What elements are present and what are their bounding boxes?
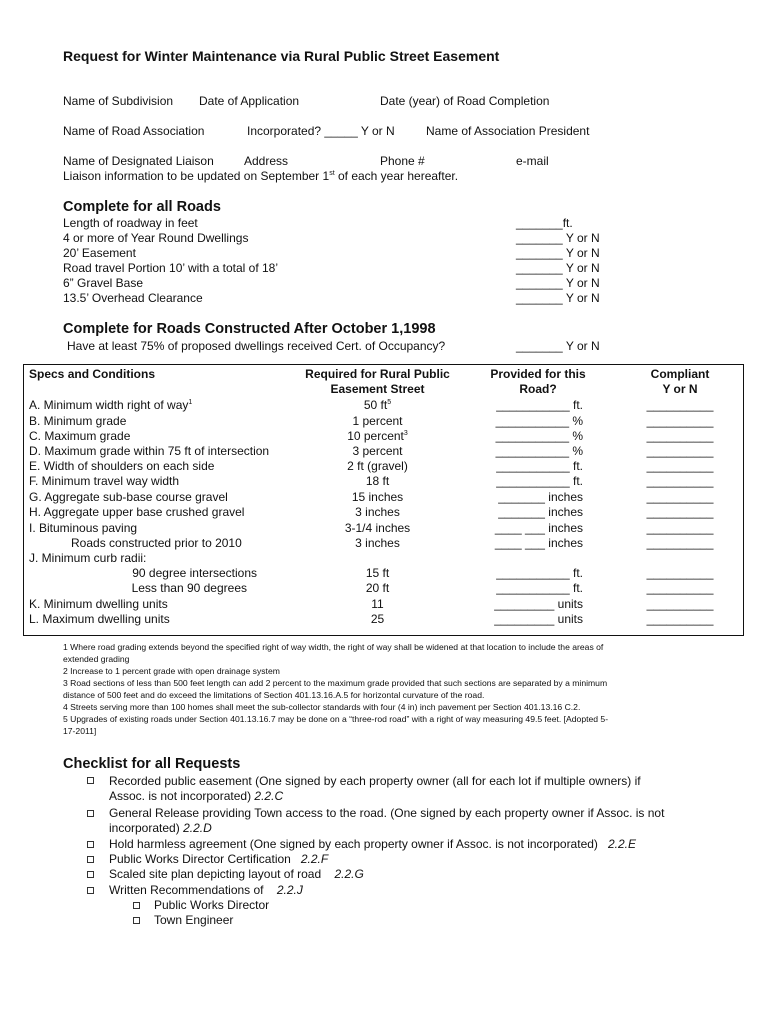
footnote-4: 4 Streets serving more than 100 homes shall meet the sub-collector standards with four (4 in) inch pavement per Section 401.13.16 C.2. — [63, 702, 581, 712]
checklist-heading: Checklist for all Requests — [63, 756, 241, 772]
spec-label-i2: Roads constructed prior to 2010 — [71, 536, 242, 550]
spec-prov-i2[interactable]: ____ ___ inches — [494, 536, 583, 550]
spec-compliant-h[interactable]: __________ — [646, 505, 714, 519]
checklist-item-3: Hold harmless agreement (One signed by each property owner if Assoc. is not incorporated) 2.2.E — [109, 837, 636, 851]
spec-label-l: L. Maximum dwelling units — [29, 612, 170, 626]
email-label: e-mail — [516, 154, 549, 168]
col-specs-header: Specs and Conditions — [29, 367, 156, 381]
spec-label-f: F. Minimum travel way width — [29, 474, 180, 488]
spec-label-j: J. Minimum curb radii: — [29, 551, 147, 565]
spec-label-k: K. Minimum dwelling units — [29, 597, 168, 611]
spec-req-f: 18 ft — [365, 474, 390, 488]
spec-compliant-i2[interactable]: __________ — [646, 536, 714, 550]
footnote-2: 2 Increase to 1 percent grade with open drainage system — [63, 666, 280, 676]
spec-compliant-i[interactable]: __________ — [646, 521, 714, 535]
checkbox-site-plan[interactable] — [87, 871, 94, 878]
spec-prov-l[interactable]: _________ units — [494, 612, 583, 626]
footnote-3b: distance of 500 feet and do exceed the limitations of Section 401.13.16.A.5 for horizontal curvature of the road. — [63, 690, 485, 700]
all-roads-label-1: Length of roadway in feet — [63, 216, 198, 230]
spec-req-h: 3 inches — [355, 505, 400, 519]
col-required-header-2: Easement Street — [330, 382, 425, 396]
checkbox-recorded-easement[interactable] — [87, 777, 94, 784]
spec-label-i: I. Bituminous paving — [29, 521, 138, 535]
association-president-label: Name of Association President — [426, 124, 590, 138]
spec-label-d: D. Maximum grade within 75 ft of intersection — [29, 444, 270, 458]
spec-compliant-a[interactable]: __________ — [646, 398, 714, 412]
checklist-sub-2: Town Engineer — [154, 913, 234, 927]
col-provided-header-1: Provided for this — [490, 367, 586, 381]
spec-req-c: 10 percent$^3$ — [347, 429, 408, 443]
spec-prov-a[interactable]: ___________ ft. — [496, 398, 583, 412]
checkbox-public-works-director[interactable] — [133, 902, 140, 909]
spec-prov-h[interactable]: _______ inches — [498, 505, 583, 519]
checklist-item-1-line2: Assoc. is not incorporated) 2.2.C — [109, 789, 284, 803]
spec-prov-b[interactable]: ___________ % — [495, 414, 583, 428]
spec-prov-i[interactable]: ____ ___ inches — [494, 521, 583, 535]
all-roads-label-5: 6” Gravel Base — [63, 276, 144, 290]
spec-req-i2: 3 inches — [355, 536, 400, 550]
spec-prov-j1[interactable]: ___________ ft. — [496, 566, 583, 580]
footnote-1a: 1 Where road grading extends beyond the specified right of way width, the right of way shall be widened at that location to include the areas of — [63, 642, 604, 652]
spec-label-g: G. Aggregate sub-base course gravel — [29, 490, 228, 504]
all-roads-label-6: 13.5’ Overhead Clearance — [63, 291, 203, 305]
checklist-item-6: Written Recommendations of 2.2.J — [109, 883, 303, 897]
spec-prov-f[interactable]: ___________ ft. — [496, 474, 583, 488]
incorporated-field[interactable]: Incorporated? _____ Y or N — [247, 124, 395, 138]
spec-compliant-k[interactable]: __________ — [646, 597, 714, 611]
spec-compliant-b[interactable]: __________ — [646, 414, 714, 428]
spec-req-j1: 15 ft — [365, 566, 390, 580]
occupancy-answer[interactable]: _______ Y or N — [516, 339, 600, 353]
checklist-sub-1: Public Works Director — [154, 898, 270, 912]
all-roads-answer-5[interactable]: _______ Y or N — [516, 276, 600, 290]
road-association-label: Name of Road Association — [63, 124, 205, 138]
subdivision-label: Name of Subdivision — [63, 94, 174, 108]
spec-prov-g[interactable]: _______ inches — [498, 490, 583, 504]
spec-prov-k[interactable]: _________ units — [494, 597, 583, 611]
all-roads-label-3: 20’ Easement — [63, 246, 136, 260]
spec-req-g: 15 inches — [351, 490, 404, 504]
all-roads-answer-1[interactable]: _______ft. — [516, 216, 573, 230]
spec-label-b: B. Minimum grade — [29, 414, 127, 428]
after-1998-heading: Complete for Roads Constructed After October 1,1998 — [63, 321, 436, 337]
spec-compliant-f[interactable]: __________ — [646, 474, 714, 488]
spec-req-a: 50 $ft^5$ — [363, 398, 392, 412]
road-completion-label: Date (year) of Road Completion — [380, 94, 550, 108]
spec-compliant-e[interactable]: __________ — [646, 459, 714, 473]
spec-label-h: H. Aggregate upper base crushed gravel — [29, 505, 245, 519]
liaison-note: Liaison information to be updated on September 1st of each year hereafter. — [63, 169, 459, 183]
checklist-item-4: Public Works Director Certification 2.2.F — [109, 852, 329, 866]
footnote-1b: extended grading — [63, 654, 130, 664]
spec-prov-d[interactable]: ___________ % — [495, 444, 583, 458]
spec-req-d: 3 percent — [352, 444, 403, 458]
col-provided-header-2: Road? — [519, 382, 557, 396]
spec-req-l: 25 — [370, 612, 385, 626]
occupancy-question: Have at least 75% of proposed dwellings received Cert. of Occupancy? — [67, 339, 446, 353]
col-required-header-1: Required for Rural Public — [305, 367, 450, 381]
all-roads-answer-4[interactable]: _______ Y or N — [516, 261, 600, 275]
spec-label-e: E. Width of shoulders on each side — [29, 459, 215, 473]
footnote-5b: 17-2011] — [63, 726, 97, 736]
checkbox-pw-certification[interactable] — [87, 856, 94, 863]
spec-label-a: A. Minimum width right of way$^1$ — [29, 398, 193, 412]
spec-label-j2: Less than 90 degrees — [131, 581, 247, 595]
checklist-item-2-line1: General Release providing Town access to the road. (One signed by each property owner if Assoc. is not — [109, 806, 665, 820]
checkbox-general-release[interactable] — [87, 810, 94, 817]
all-roads-answer-2[interactable]: _______ Y or N — [516, 231, 600, 245]
page-title: Request for Winter Maintenance via Rural Public Street Easement — [63, 48, 500, 64]
all-roads-label-4: Road travel Portion 10’ with a total of 18’ — [63, 261, 279, 275]
spec-compliant-l[interactable]: __________ — [646, 612, 714, 626]
phone-label: Phone # — [380, 154, 425, 168]
checkbox-town-engineer[interactable] — [133, 917, 140, 924]
checklist-item-5: Scaled site plan depicting layout of road 2.2.G — [109, 867, 364, 881]
address-label: Address — [244, 154, 289, 168]
col-compliant-header-1: Compliant — [650, 367, 710, 381]
spec-req-k: 11 — [371, 597, 384, 611]
spec-prov-j2[interactable]: ___________ ft. — [496, 581, 583, 595]
spec-prov-c[interactable]: ___________ % — [495, 429, 583, 443]
all-roads-answer-3[interactable]: _______ Y or N — [516, 246, 600, 260]
spec-compliant-j2[interactable]: __________ — [646, 581, 714, 595]
spec-req-i: 3-1/4 inches — [344, 521, 411, 535]
footnote-5a: 5 Upgrades of existing roads under Section 401.13.16.7 may be done on a “three-rod road” with a right of way measuring 49.5 feet. [Adopted 5- — [63, 714, 609, 724]
spec-req-b: 1 percent — [352, 414, 403, 428]
spec-compliant-j1[interactable]: __________ — [646, 566, 714, 580]
all-roads-answer-6[interactable]: _______ Y or N — [516, 291, 600, 305]
spec-label-c: C. Maximum grade — [29, 429, 131, 443]
checkbox-written-recommendations[interactable] — [87, 887, 94, 894]
all-roads-heading: Complete for all Roads — [63, 199, 221, 215]
all-roads-label-2: 4 or more of Year Round Dwellings — [63, 231, 249, 245]
checklist-item-2-line2: incorporated) 2.2.D — [109, 821, 212, 835]
checkbox-hold-harmless[interactable] — [87, 841, 94, 848]
spec-compliant-g[interactable]: __________ — [646, 490, 714, 504]
liaison-label: Name of Designated Liaison — [63, 154, 214, 168]
spec-compliant-c[interactable]: __________ — [646, 429, 714, 443]
spec-req-e: 2 ft (gravel) — [347, 459, 408, 473]
application-date-label: Date of Application — [199, 94, 300, 108]
spec-prov-e[interactable]: ___________ ft. — [496, 459, 583, 473]
spec-label-j1: 90 degree intersections — [132, 566, 257, 580]
spec-compliant-d[interactable]: __________ — [646, 444, 714, 458]
spec-req-j2: 20 ft — [365, 581, 390, 595]
footnote-3a: 3 Road sections of less than 500 feet length can add 2 percent to the maximum grade provided that such sections are separated by a minimum — [63, 678, 608, 688]
col-compliant-header-2: Y or N — [662, 382, 698, 396]
checklist-item-1-line1: Recorded public easement (One signed by each property owner (all for each lot if multiple owners) if — [109, 774, 641, 788]
